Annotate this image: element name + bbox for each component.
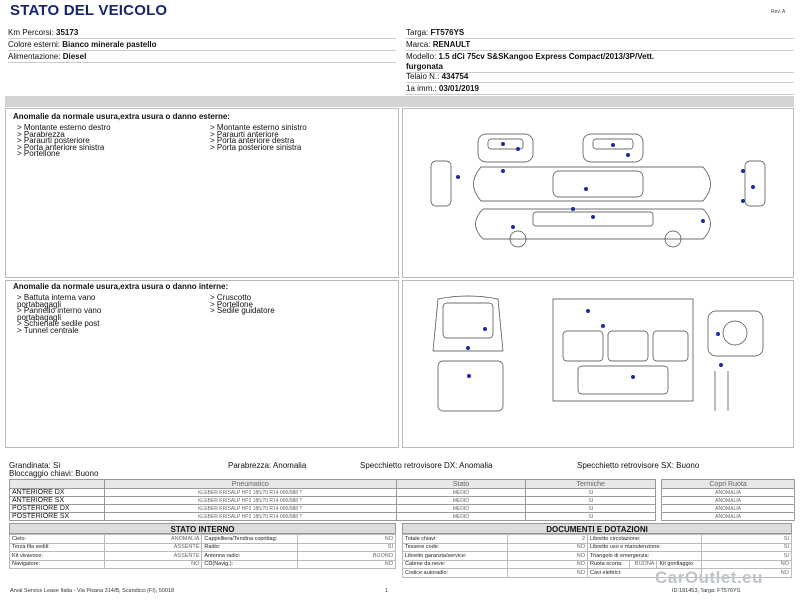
make-row (406, 39, 794, 51)
table-row (10, 513, 795, 521)
interior-label: Cielo: (10, 535, 105, 544)
tire-copri: ANOMALIA (662, 505, 795, 513)
interior-label: Antenna radio: (202, 552, 298, 561)
table-row (10, 489, 795, 497)
km-label: Km Percorsi: (8, 28, 54, 37)
doc-value: NO (508, 543, 588, 552)
interior-car-diagram (403, 281, 795, 449)
table-row (10, 497, 795, 505)
documents-title: DOCUMENTI E DOTAZIONI (402, 523, 792, 534)
interior-label: Kit vivavoce: (10, 552, 105, 561)
interior-damage-markers (466, 309, 723, 379)
interior-value: NO (298, 560, 396, 569)
chassis-row (406, 71, 794, 83)
interior-value: NO (104, 560, 202, 569)
interior-label: CD(Navig.): (202, 560, 298, 569)
tire-pos: ANTERIORE SX (10, 497, 105, 505)
doc-label: Kit gonfiaggio: (657, 560, 702, 569)
tire-stato: MEDIO (396, 489, 526, 497)
doc-label: Libretto circolazione: (588, 535, 702, 544)
color-label: Colore esterni: (8, 40, 61, 49)
doc-label: Tessere code: (403, 543, 508, 552)
plate-label: Targa: (406, 28, 429, 37)
tire-termiche: SI (526, 513, 656, 521)
external-damage-title: Anomalie da normale usura,extra usura o danno esterne: (13, 112, 230, 121)
fuel-value: Diesel (62, 52, 87, 61)
doc-label: Libretto uso e manutenzione: (588, 543, 702, 552)
internal-damage-panel (5, 280, 399, 448)
doc-value: NO (508, 560, 588, 569)
color-value: Bianco minerale pastello (62, 40, 157, 49)
interior-label: Radio: (202, 543, 298, 552)
interior-value: SI (298, 543, 396, 552)
external-damage-diagram-panel (402, 108, 794, 278)
make-label: Marca: (406, 40, 431, 49)
tire-pos: ANTERIORE DX (10, 489, 105, 497)
internal-damage-list-2: > Cruscotto > Portellone > Sedile guidatore (210, 293, 275, 315)
footer-page: 1 (385, 588, 389, 594)
table-row (10, 535, 396, 544)
interior-state-table (9, 534, 396, 569)
doc-value: SI (702, 543, 792, 552)
chassis-value: 434754 (441, 72, 469, 81)
doc-label: Triangolo di emergenza: (588, 552, 702, 561)
hail-status: Grandinata: Si (9, 461, 61, 470)
tire-termiche: SI (526, 497, 656, 505)
revision-label: Rev. A (771, 9, 786, 15)
tire-stato: MEDIO (396, 505, 526, 513)
doc-value: NO (508, 569, 588, 578)
table-row (10, 560, 396, 569)
windshield-status: Parabrezza: Anomalia (228, 461, 307, 470)
tires-table (9, 479, 795, 521)
tire-pos: POSTERIORE DX (10, 505, 105, 513)
section-divider (5, 96, 794, 107)
mirror-dx-status: Specchietto retrovisore DX: Anomalia (360, 461, 493, 470)
interior-value: ASSENTE (104, 543, 202, 552)
doc-label: Codice autoradio: (403, 569, 508, 578)
interior-label: Cappelliera/Tendina copribag: (202, 535, 298, 544)
interior-value: BUONO (298, 552, 396, 561)
tires-header-stato: Stato (396, 480, 526, 489)
doc-value: 2 (508, 535, 588, 544)
tire-termiche: SI (526, 489, 656, 497)
model-label: Modello: (406, 52, 437, 61)
doc-label: Totale chiavi: (403, 535, 508, 544)
tire-model: KLEBER KRISALP HP2 185/70 R14 000/088 T (104, 513, 396, 521)
registration-label: 1a imm.: (406, 84, 437, 93)
make-value: RENAULT (432, 40, 471, 49)
tire-stato: MEDIO (396, 497, 526, 505)
exterior-car-diagram (403, 109, 795, 279)
doc-label: Cavi elettrici: (588, 569, 702, 578)
doc-value: NO (702, 560, 792, 569)
model-value: 1.5 dCi 75cv S&SKangoo Express Compact/2013/3P/Vett. (438, 52, 655, 61)
doc-value: SI (702, 535, 792, 544)
key-lock-status: Bloccaggio chiavi: Buono (9, 469, 99, 478)
chassis-label: Telaio N.: (406, 72, 440, 81)
tire-model: KLEBER KRISALP HP2 185/70 R14 000/088 T (104, 505, 396, 513)
tire-termiche: SI (526, 505, 656, 513)
external-damage-list-2: > Montante esterno sinistro > Paraurti anteriore > Porta anteriore destra > Porta posteriore sinistra (210, 123, 307, 152)
internal-damage-diagram-panel (402, 280, 794, 448)
doc-label: Ruota scorta: (588, 560, 630, 569)
tires-header-pos (10, 480, 105, 489)
interior-value: NO (298, 535, 396, 544)
table-row (403, 552, 792, 561)
registration-value: 03/01/2019 (438, 84, 479, 93)
tire-stato: MEDIO (396, 513, 526, 521)
tires-header-termiche: Termiche (526, 480, 656, 489)
doc-value: NO (702, 569, 792, 578)
tires-header-tire: Pneumatico (104, 480, 396, 489)
doc-label: Libretto garanzia/service: (403, 552, 508, 561)
interior-value: ASSENTE (104, 552, 202, 561)
interior-value: ANOMALIA (104, 535, 202, 544)
plate-value: FT576YS (430, 28, 465, 37)
plate-row (406, 27, 794, 39)
page-title: STATO DEL VEICOLO (10, 2, 168, 19)
tires-header-copri: Copri Ruota (662, 480, 795, 489)
doc-value: NO (508, 552, 588, 561)
km-row (8, 27, 396, 39)
doc-value: SI (702, 552, 792, 561)
interior-label: Terza fila sedili: (10, 543, 105, 552)
fuel-label: Alimentazione: (8, 52, 61, 61)
fuel-row (8, 51, 396, 63)
table-row (10, 543, 396, 552)
tire-copri: ANOMALIA (662, 513, 795, 521)
tire-model: KLEBER KRISALP HP2 185/70 R14 000/088 T (104, 489, 396, 497)
interior-label: Navigatore: (10, 560, 105, 569)
external-damage-list-1: > Montante esterno destro > Parabrezza > Paraurti posteriore > Porta anteriore sinistra > Portellone (17, 123, 111, 158)
interior-state-title: STATO INTERNO (9, 523, 396, 534)
watermark-logo: CarOutlet.eu (655, 568, 764, 587)
color-row (8, 39, 396, 51)
table-row (403, 535, 792, 544)
footer-company: Arval Service Lease Italia - Via Pisana 314/B, Scandicci (FI), 50018 (10, 588, 175, 594)
footer-ref: ID:181453, Targa: FT576YS (672, 588, 741, 594)
table-row (10, 552, 396, 561)
registration-row (406, 83, 794, 95)
tire-copri: ANOMALIA (662, 489, 795, 497)
model-value-2: furgonata (406, 62, 443, 71)
doc-value: BUONA (630, 560, 657, 569)
internal-damage-list-1: > Battuta interna vano portabagagli > Pannello interno vano portabagagli > Schienale sedile post > Tunnel centrale (17, 293, 102, 335)
tire-model: KLEBER KRISALP HP2 185/70 R14 000/088 T (104, 497, 396, 505)
table-row (10, 505, 795, 513)
internal-damage-title: Anomalie da normale usura,extra usura o danno interne: (13, 282, 229, 291)
tire-copri: ANOMALIA (662, 497, 795, 505)
mirror-sx-status: Specchietto retrovisore SX: Buono (577, 461, 700, 470)
external-damage-panel (5, 108, 399, 278)
km-value: 35173 (56, 28, 79, 37)
doc-label: Catene da neve: (403, 560, 508, 569)
table-row (403, 543, 792, 552)
tires-header-row (10, 480, 795, 489)
tire-pos: POSTERIORE SX (10, 513, 105, 521)
